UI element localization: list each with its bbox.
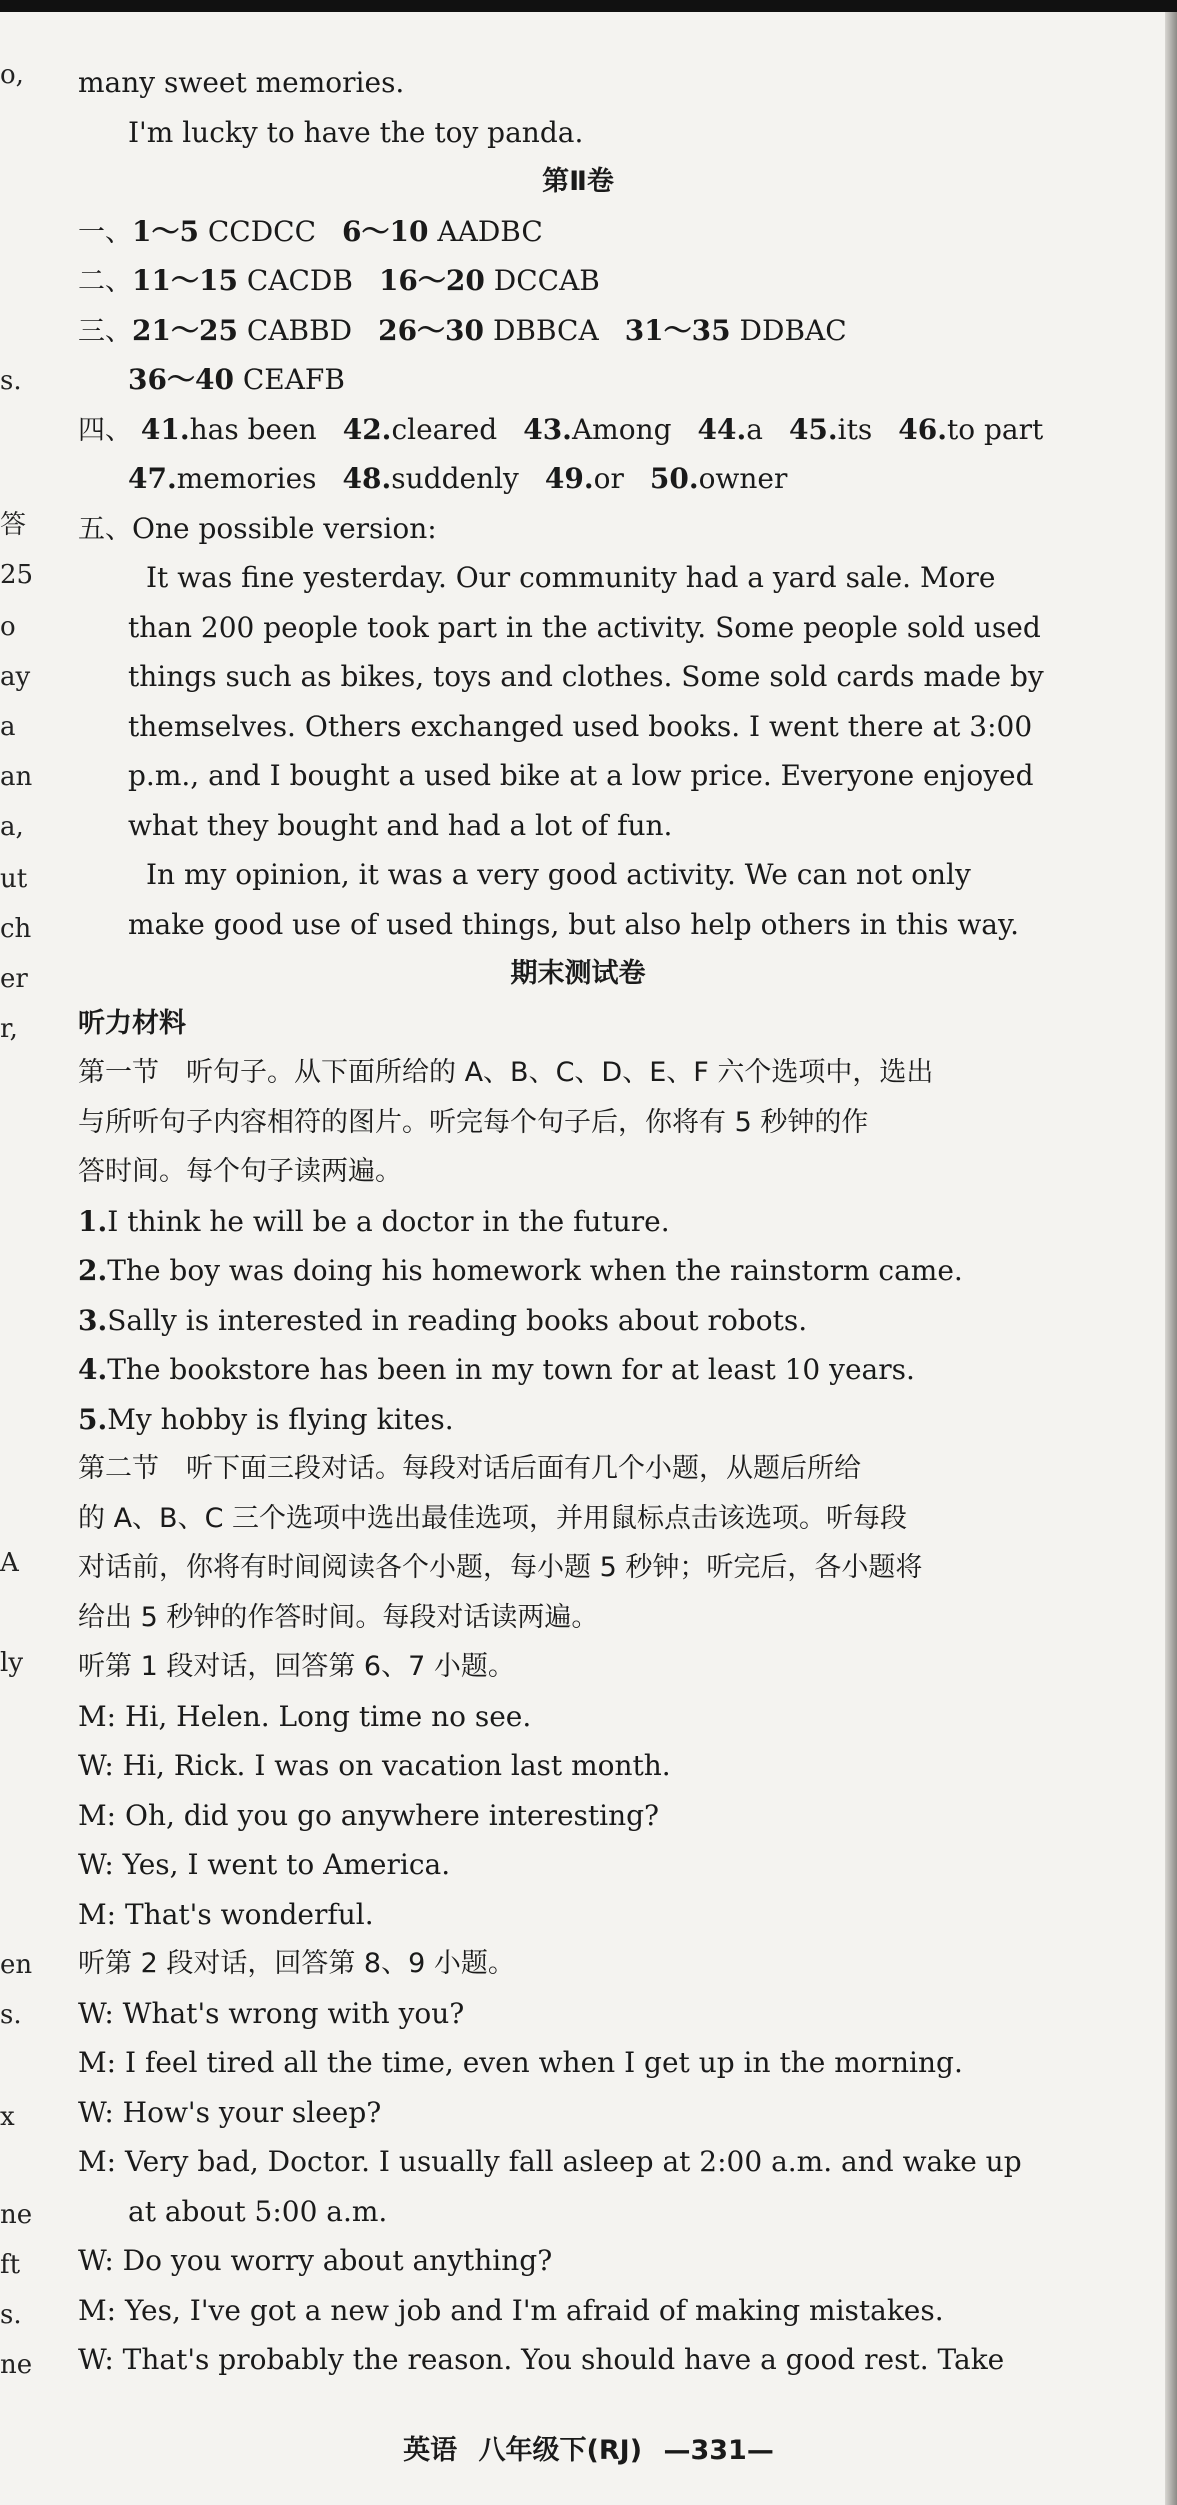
dialogue-line: W: Hi, Rick. I was on vacation last month. — [78, 1749, 671, 1782]
adjacent-page-fragment: ch — [0, 914, 32, 944]
adjacent-page-fragment: ly — [0, 1648, 24, 1678]
essay-line: what they bought and had a lot of fun. — [128, 808, 673, 842]
adjacent-page-fragment: ne — [0, 2200, 33, 2230]
adjacent-page-fragment: o — [0, 612, 16, 642]
essay-line: It was fine yesterday. Our community had a yard sale. More — [146, 561, 996, 594]
dialogue-line: W: What's wrong with you? — [78, 1996, 465, 2030]
listening-sentence — [78, 1345, 1078, 1395]
answer-text: its — [837, 412, 873, 446]
dialogue1-intro: 听第 1 段对话，回答第 6、7 小题。 — [78, 1651, 515, 1682]
dialogue-line: M: I feel tired all the time, even when I get up in the morning. — [78, 2046, 963, 2079]
adjacent-page-fragment: en — [0, 1950, 33, 1980]
footer-subject: 英语 — [403, 2435, 458, 2466]
adjacent-page-fragment: a, — [0, 812, 24, 842]
instruction-line: 的 A、B、C 三个选项中选出最佳选项，并用鼠标点击该选项。听每段 — [78, 1502, 908, 1534]
sentence-number: 1. — [78, 1204, 108, 1238]
instruction-line: 答时间。每个句子读两遍。 — [78, 1156, 402, 1187]
dialogue-line: M: Oh, did you go anywhere interesting? — [78, 1798, 660, 1832]
listening-heading: 听力材料 — [78, 1007, 186, 1039]
instruction-line: 与所听句子内容相符的图片。听完每个句子后，你将有 5 秒钟的作 — [78, 1106, 869, 1138]
listening-sentences — [78, 1197, 1078, 1445]
answer-number: 45. — [788, 412, 838, 446]
answer-number: 49. — [544, 462, 594, 495]
sentence-text: My hobby is flying kites. — [107, 1402, 454, 1436]
sentence-text: The bookstore has been in my town for at least 10 years. — [107, 1353, 915, 1386]
adjacent-page-fragment: o, — [0, 60, 24, 90]
answer-number: 46. — [898, 412, 947, 446]
essay-line: themselves. Others exchanged used books. I went there at 3:00 — [128, 709, 1033, 743]
footer-grade: 八年级下(RJ) — [478, 2435, 643, 2466]
adjacent-page-fragment: A — [0, 1548, 19, 1578]
dialogue-line: W: That's probably the reason. You should have a good rest. Take — [78, 2343, 1005, 2376]
answer-row-1: 一、1～5 CCDCC 6～10 AADBC — [78, 214, 543, 248]
dialogue-line: W: How's your sleep? — [78, 2095, 382, 2129]
instruction-line: 给出 5 秒钟的作答时间。每段对话读两遍。 — [78, 1601, 599, 1633]
dialogue-line: M: Very bad, Doctor. I usually fall asleep at 2:00 a.m. and wake up — [78, 2145, 1022, 2178]
answer-number: 47. — [128, 462, 177, 495]
adjacent-page-fragment: an — [0, 762, 33, 792]
answer-text: a — [746, 412, 763, 446]
dialogue-line: W: Yes, I went to America. — [78, 1848, 451, 1881]
answer-number: 48. — [342, 462, 392, 495]
answer-row-4b — [78, 454, 1078, 504]
dialogue1 — [78, 1692, 1078, 1940]
essay-line: than 200 people took part in the activity. Some people sold used — [128, 610, 1041, 644]
listening-sentence — [78, 1395, 1078, 1445]
dialogue-line: W: Do you worry about anything? — [78, 2244, 553, 2277]
adjacent-page-fragment: x — [0, 2102, 15, 2132]
listening-part1-instructions — [78, 1048, 1078, 1197]
answer-text: has been — [189, 412, 317, 446]
answer-number: 44. — [697, 412, 747, 446]
listening-sentence — [78, 1246, 1078, 1296]
answer-number: 50. — [649, 462, 699, 495]
answer-row-4: 四、 41.has been 42.cleared 43.Among 44.a 45.its 46.to part — [78, 412, 1044, 446]
essay-line: things such as bikes, toys and clothes. Some sold cards made by — [128, 660, 1044, 693]
answer-text: cleared — [391, 412, 498, 446]
answer-text: to part — [946, 412, 1044, 446]
dialogue-line: M: Yes, I've got a new job and I'm afraid of making mistakes. — [78, 2293, 944, 2327]
section-title: 第Ⅱ卷 — [542, 166, 614, 197]
sentence-number: 4. — [78, 1353, 108, 1386]
sentence-number: 2. — [78, 1254, 108, 1287]
instruction-line: 第一节 听句子。从下面所给的 A、B、C、D、E、F 六个选项中，选出 — [78, 1057, 934, 1088]
essay-line: In my opinion, it was a very good activity. We can not only — [146, 858, 971, 891]
answer-number: 41. — [140, 412, 190, 446]
sentence-number: 3. — [78, 1303, 108, 1337]
instruction-line: 对话前，你将有时间阅读各个小题，每小题 5 秒钟；听完后，各小题将 — [78, 1552, 923, 1583]
adjacent-page-fragment: 25 — [0, 560, 34, 590]
adjacent-page-fragment: ne — [0, 2350, 33, 2380]
right-page-edge — [1165, 12, 1177, 2505]
essay-tail-line-2: I'm lucky to have the toy panda. — [128, 115, 584, 149]
essay-line: p.m., and I bought a used bike at a low price. Everyone enjoyed — [128, 759, 1034, 792]
dialogue2 — [78, 1989, 1078, 2385]
adjacent-page-fragment: a — [0, 712, 16, 742]
answer-row-3: 三、21～25 CABBD 26～30 DBBCA 31～35 DDBAC — [78, 313, 847, 347]
sentence-text: Sally is interested in reading books about robots. — [107, 1303, 808, 1337]
top-border — [0, 0, 1177, 12]
final-exam-title: 期末测试卷 — [510, 958, 646, 989]
answer-row-3b: 36～40 CEAFB — [128, 363, 345, 396]
dialogue-line: M: Hi, Helen. Long time no see. — [78, 1699, 532, 1733]
essay-line: make good use of used things, but also help others in this way. — [128, 907, 1019, 941]
page-content — [78, 58, 1078, 2385]
listening-sentence — [78, 1197, 1078, 1247]
instruction-line: 第二节 听下面三段对话。每段对话后面有几个小题，从题后所给 — [78, 1453, 861, 1484]
answer-text: memories — [176, 462, 317, 495]
dialogue-line: M: That's wonderful. — [78, 1897, 374, 1931]
adjacent-page-fragment: s. — [0, 2300, 22, 2330]
answer-number: 42. — [342, 412, 392, 446]
answer-text: Among — [571, 412, 672, 446]
adjacent-page-fragment: er — [0, 964, 28, 994]
adjacent-page-fragment: ay — [0, 662, 31, 692]
answer-text: or — [593, 462, 624, 495]
sample-essay — [78, 553, 1078, 949]
adjacent-page-fragment: s. — [0, 2000, 22, 2030]
answer-number: 43. — [523, 412, 572, 446]
adjacent-page-fragment: ut — [0, 864, 28, 894]
footer-page-number: —331— — [663, 2435, 774, 2466]
adjacent-page-fragment: ft — [0, 2250, 21, 2280]
answer-text: owner — [698, 462, 788, 495]
listening-part2-instructions — [78, 1444, 1078, 1642]
sentence-number: 5. — [78, 1402, 108, 1436]
essay-tail-line-1: many sweet memories. — [78, 66, 405, 99]
sentence-text: I think he will be a doctor in the future. — [107, 1204, 670, 1238]
page-footer — [0, 2428, 1177, 2467]
writing-label: 五、One possible version: — [78, 511, 437, 545]
answer-text: suddenly — [391, 462, 519, 495]
left-margin-adjacent-page — [0, 12, 36, 2505]
dialogue-line: at about 5:00 a.m. — [128, 2194, 388, 2228]
sentence-text: The boy was doing his homework when the rainstorm came. — [107, 1254, 963, 1287]
dialogue2-intro: 听第 2 段对话，回答第 8、9 小题。 — [78, 1948, 515, 1979]
listening-sentence — [78, 1296, 1078, 1346]
answer-row-2: 二、11～15 CACDB 16～20 DCCAB — [78, 264, 600, 297]
adjacent-page-fragment: r, — [0, 1014, 18, 1044]
adjacent-page-fragment: s. — [0, 366, 22, 396]
adjacent-page-fragment: 答 — [0, 510, 27, 540]
